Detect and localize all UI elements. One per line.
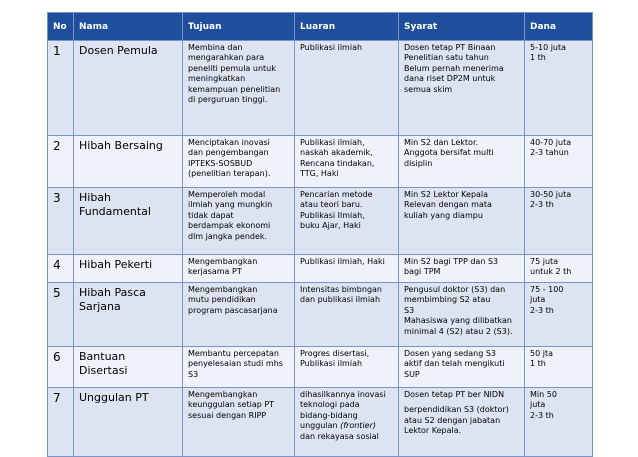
cell-syarat: Min S2 dan Lektor. Anggota bersifat multi disiplin xyxy=(399,136,525,188)
cell-dana: 75 - 100 juta 2-3 th xyxy=(525,283,593,347)
table-row xyxy=(48,255,593,283)
table-row xyxy=(48,188,593,255)
cell-nama: Bantuan Disertasi xyxy=(74,347,183,388)
cell-luaran: Pencarian metode atau teori baru. Publikasi Ilmiah, buku Ajar, Haki xyxy=(295,188,399,255)
header-dana: Dana xyxy=(525,13,593,41)
cell-syarat: Dosen tetap PT Binaan Penelitian satu tahun Belum pernah menerima dana riset DP2M untuk semua skim xyxy=(399,41,525,136)
cell-no: 4 xyxy=(48,255,74,283)
cell-tujuan: Menciptakan inovasi dan pengembangan IPTEKS-SOSBUD (penelitian terapan). xyxy=(183,136,295,188)
cell-luaran: Intensitas bimbngan dan publikasi ilmiah xyxy=(295,283,399,347)
cell-dana: 40-70 juta 2-3 tahun xyxy=(525,136,593,188)
cell-dana: 5-10 juta 1 th xyxy=(525,41,593,136)
cell-no: 7 xyxy=(48,388,74,457)
header-nama: Nama xyxy=(74,13,183,41)
cell-nama: Unggulan PT xyxy=(74,388,183,457)
cell-syarat: Min S2 bagi TPP dan S3 bagi TPM xyxy=(399,255,525,283)
cell-luaran: Publikasi ilmiah, Haki xyxy=(295,255,399,283)
cell-dana: Min 50 juta 2-3 th xyxy=(525,388,593,457)
cell-tujuan: Mengembangkan kerjasama PT xyxy=(183,255,295,283)
cell-nama: Dosen Pemula xyxy=(74,41,183,136)
cell-nama: Hibah Fundamental xyxy=(74,188,183,255)
cell-tujuan: Membantu percepatan penyelesaian studi mhs S3 xyxy=(183,347,295,388)
header-row xyxy=(48,13,593,41)
header-luaran: Luaran xyxy=(295,13,399,41)
cell-nama: Hibah Pekerti xyxy=(74,255,183,283)
cell-dana: 50 jta 1 th xyxy=(525,347,593,388)
cell-nama: Hibah Bersaing xyxy=(74,136,183,188)
cell-no: 5 xyxy=(48,283,74,347)
table-row xyxy=(48,136,593,188)
cell-nama: Hibah Pasca Sarjana xyxy=(74,283,183,347)
table-row xyxy=(48,347,593,388)
cell-dana: 30-50 juta 2-3 th xyxy=(525,188,593,255)
cell-no: 6 xyxy=(48,347,74,388)
cell-syarat: Pengusul doktor (S3) dan membimbing S2 atau S3 Mahasiswa yang dilibatkan minimal 4 (S2) atau 2 (S3). xyxy=(399,283,525,347)
header-tujuan: Tujuan xyxy=(183,13,295,41)
cell-luaran: dihasilkannya inovasi teknologi pada bidang-bidang unggulan (frontier) dan rekayasa sosial xyxy=(295,388,399,457)
cell-tujuan: Mengembangkan mutu pendidikan program pascasarjana xyxy=(183,283,295,347)
cell-tujuan: Memperoleh modal ilmiah yang mungkin tidak dapat berdampak ekonomi dlm jangka pendek. xyxy=(183,188,295,255)
table-row xyxy=(48,41,593,136)
skim-penelitian-table xyxy=(47,12,593,457)
cell-dana: 75 juta untuk 2 th xyxy=(525,255,593,283)
table-row xyxy=(48,283,593,347)
cell-no: 3 xyxy=(48,188,74,255)
cell-luaran: Publikasi ilmiah, naskah akademik, Rencana tindakan, TTG, Haki xyxy=(295,136,399,188)
cell-luaran: Progres disertasi, Publikasi ilmiah xyxy=(295,347,399,388)
header-no: No xyxy=(48,13,74,41)
cell-syarat: Dosen tetap PT ber NIDN berpendidikan S3 (doktor) atau S2 dengan jabatan Lektor Kepala. xyxy=(399,388,525,457)
cell-tujuan: Mengembangkan keunggulan setiap PT sesuai dengan RIPP xyxy=(183,388,295,457)
cell-luaran: Publikasi ilmiah xyxy=(295,41,399,136)
header-syarat: Syarat xyxy=(399,13,525,41)
cell-syarat: Min S2 Lektor Kepala Relevan dengan mata kuliah yang diampu xyxy=(399,188,525,255)
cell-no: 2 xyxy=(48,136,74,188)
cell-no: 1 xyxy=(48,41,74,136)
cell-tujuan: Membina dan mengarahkan para peneliti pemula untuk meningkatkan kemampuan penelitian di perguruan tinggi. xyxy=(183,41,295,136)
table-row xyxy=(48,388,593,457)
cell-syarat: Dosen yang sedang S3 aktif dan telah mengikuti SUP xyxy=(399,347,525,388)
